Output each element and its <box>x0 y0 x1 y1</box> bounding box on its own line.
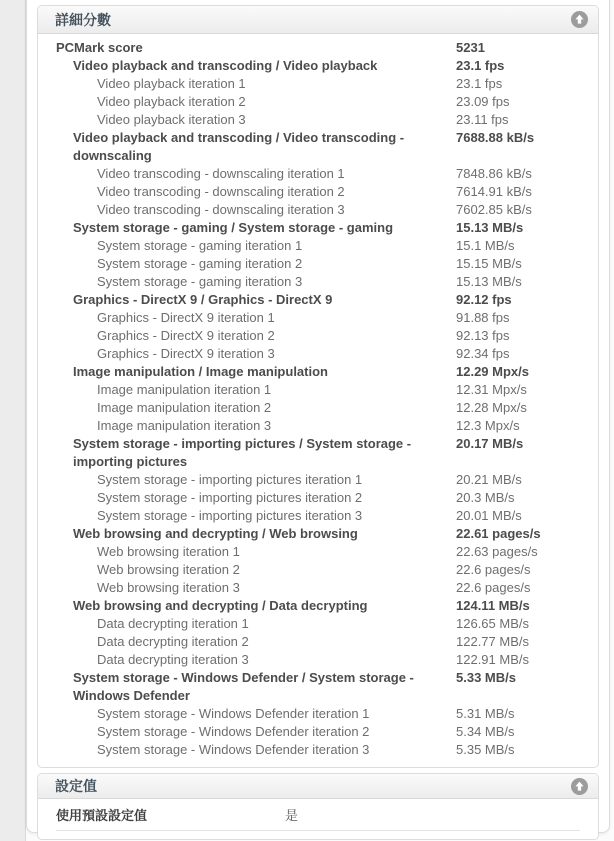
settings-table <box>38 799 598 839</box>
row-value: 7688.88 kB/s <box>456 130 535 145</box>
row-value: 22.6 pages/s <box>456 562 531 577</box>
table-row <box>38 309 598 327</box>
row-label: Image manipulation iteration 1 <box>97 382 272 397</box>
table-row <box>38 615 598 633</box>
row-value: 20.21 MB/s <box>456 472 522 487</box>
table-row <box>38 129 598 165</box>
table-row <box>38 93 598 111</box>
row-label: Graphics - DirectX 9 iteration 2 <box>97 328 275 343</box>
detailed-scores-header <box>38 6 598 34</box>
row-label: Graphics - DirectX 9 / Graphics - DirectX 9 <box>73 292 333 307</box>
row-label: Web browsing iteration 1 <box>97 544 240 559</box>
table-row <box>38 345 598 363</box>
row-value: 7614.91 kB/s <box>456 184 532 199</box>
row-label: Image manipulation iteration 3 <box>97 418 272 433</box>
details-table <box>38 34 598 767</box>
row-label: System storage - Windows Defender iteration 1 <box>97 706 370 721</box>
row-label: Video transcoding - downscaling iteration 1 <box>97 166 345 181</box>
row-value: 23.11 fps <box>456 112 509 127</box>
table-row <box>38 165 598 183</box>
row-label: Video playback iteration 3 <box>97 112 246 127</box>
row-value: 23.1 fps <box>456 58 505 73</box>
row-label: System storage - Windows Defender / System storage - Windows Defender <box>73 670 414 703</box>
row-value: 15.1 MB/s <box>456 238 515 253</box>
row-label: Video transcoding - downscaling iteration 3 <box>97 202 345 217</box>
settings-row-value: 是 <box>285 808 299 823</box>
row-value: 122.91 MB/s <box>456 652 529 667</box>
row-label: Data decrypting iteration 3 <box>97 652 249 667</box>
row-value: 124.11 MB/s <box>456 598 530 613</box>
row-label: PCMark score <box>56 40 143 55</box>
table-row <box>38 111 598 129</box>
row-value: 12.29 Mpx/s <box>456 364 529 379</box>
row-value: 7602.85 kB/s <box>456 202 532 217</box>
row-label: Image manipulation / Image manipulation <box>73 364 328 379</box>
table-row <box>38 417 598 435</box>
table-row <box>38 75 598 93</box>
row-value: 22.6 pages/s <box>456 580 531 595</box>
row-label: Video playback iteration 2 <box>97 94 246 109</box>
row-label: Data decrypting iteration 2 <box>97 634 249 649</box>
table-row <box>38 381 598 399</box>
row-value: 5.35 MB/s <box>456 742 515 757</box>
settings-title: 設定值 <box>55 778 97 794</box>
table-row <box>38 273 598 291</box>
row-value: 12.31 Mpx/s <box>456 382 527 397</box>
row-value: 22.63 pages/s <box>456 544 538 559</box>
table-row <box>38 399 598 417</box>
row-label: Video playback and transcoding / Video playback <box>73 58 378 73</box>
row-label: Web browsing and decrypting / Data decrypting <box>73 598 368 613</box>
settings-header <box>38 774 598 799</box>
collapse-up-icon[interactable] <box>571 778 588 795</box>
row-label: System storage - Windows Defender iteration 3 <box>97 742 370 757</box>
table-row <box>38 327 598 345</box>
row-value: 15.15 MB/s <box>456 256 522 271</box>
row-value: 15.13 MB/s <box>456 220 524 235</box>
row-label: Video playback iteration 1 <box>97 76 246 91</box>
table-row <box>38 435 598 471</box>
table-row <box>38 201 598 219</box>
row-label: System storage - gaming iteration 3 <box>97 274 303 289</box>
table-row <box>38 57 598 75</box>
detailed-scores-title: 詳細分數 <box>55 11 111 28</box>
table-row <box>38 237 598 255</box>
table-row <box>38 651 598 669</box>
page-gutter <box>0 0 26 841</box>
row-value: 20.01 MB/s <box>456 508 522 523</box>
table-row <box>38 579 598 597</box>
row-value: 5231 <box>456 40 485 55</box>
table-row <box>38 543 598 561</box>
row-label: Graphics - DirectX 9 iteration 1 <box>97 310 275 325</box>
table-row <box>38 597 598 615</box>
row-value: 92.34 fps <box>456 346 510 361</box>
row-label: System storage - Windows Defender iteration 2 <box>97 724 370 739</box>
row-value: 92.12 fps <box>456 292 512 307</box>
row-label: System storage - gaming / System storage - gaming <box>73 220 394 235</box>
row-label: System storage - gaming iteration 2 <box>97 256 303 271</box>
table-row <box>38 561 598 579</box>
row-label: Image manipulation iteration 2 <box>97 400 272 415</box>
row-value: 15.13 MB/s <box>456 274 522 289</box>
table-row <box>38 525 598 543</box>
table-row <box>38 723 598 741</box>
row-label: System storage - importing pictures / System storage - importing pictures <box>73 436 412 469</box>
row-label: Video transcoding - downscaling iteration 2 <box>97 184 345 199</box>
row-value: 12.3 Mpx/s <box>456 418 520 433</box>
row-value: 20.3 MB/s <box>456 490 515 505</box>
table-row <box>38 39 598 57</box>
row-label: System storage - gaming iteration 1 <box>97 238 303 253</box>
row-value: 91.88 fps <box>456 310 510 325</box>
collapse-up-icon[interactable] <box>571 11 588 28</box>
table-row <box>38 489 598 507</box>
row-label: System storage - importing pictures iteration 1 <box>97 472 363 487</box>
table-row <box>38 183 598 201</box>
row-label: Web browsing and decrypting / Web browsing <box>73 526 358 541</box>
row-value: 7848.86 kB/s <box>456 166 532 181</box>
settings-row <box>56 805 580 831</box>
row-label: Video playback and transcoding / Video transcoding - downscaling <box>73 130 405 163</box>
row-value: 23.09 fps <box>456 94 510 109</box>
row-label: Web browsing iteration 2 <box>97 562 240 577</box>
table-row <box>38 219 598 237</box>
row-value: 5.33 MB/s <box>456 670 516 685</box>
detailed-scores-panel <box>37 5 599 768</box>
table-row <box>38 633 598 651</box>
row-value: 12.28 Mpx/s <box>456 400 527 415</box>
table-row <box>38 255 598 273</box>
row-label: System storage - importing pictures iteration 2 <box>97 490 363 505</box>
row-value: 126.65 MB/s <box>456 616 529 631</box>
table-row <box>38 471 598 489</box>
results-card <box>26 0 610 833</box>
settings-row-label: 使用預設設定值 <box>56 808 148 823</box>
row-value: 122.77 MB/s <box>456 634 529 649</box>
table-row <box>38 669 598 705</box>
table-row <box>38 741 598 759</box>
row-label: Web browsing iteration 3 <box>97 580 240 595</box>
row-label: Data decrypting iteration 1 <box>97 616 249 631</box>
row-value: 5.34 MB/s <box>456 724 515 739</box>
row-value: 92.13 fps <box>456 328 510 343</box>
table-row <box>38 705 598 723</box>
row-value: 5.31 MB/s <box>456 706 515 721</box>
row-value: 23.1 fps <box>456 76 503 91</box>
row-value: 20.17 MB/s <box>456 436 524 451</box>
table-row <box>38 507 598 525</box>
row-label: System storage - importing pictures iteration 3 <box>97 508 363 523</box>
row-value: 22.61 pages/s <box>456 526 541 541</box>
row-label: Graphics - DirectX 9 iteration 3 <box>97 346 275 361</box>
table-row <box>38 363 598 381</box>
settings-panel <box>37 773 599 840</box>
table-row <box>38 291 598 309</box>
